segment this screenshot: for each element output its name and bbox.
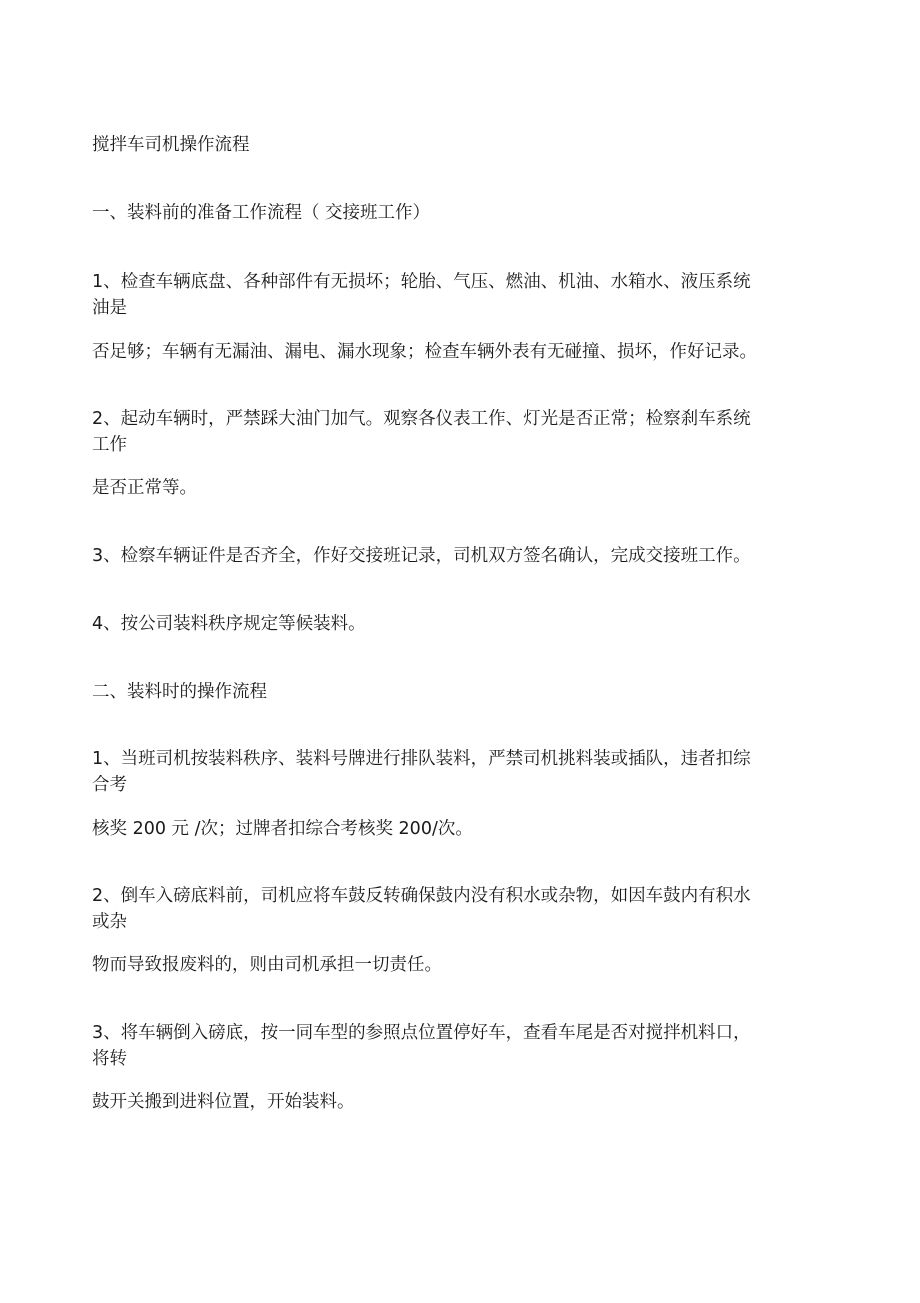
section-2-item-2-line-3: 物而导致报废料的，则由司机承担一切责任。	[92, 955, 442, 975]
section-2-item-1-line-1: 1、当班司机按装料秩序、装料号牌进行排队装料，严禁司机挑料装或插队，违者扣综	[92, 749, 751, 769]
section-1-item-2-line-3: 是否正常等。	[92, 478, 197, 498]
section-2-heading: 二、装料时的操作流程	[92, 682, 267, 702]
section-1-item-2-line-1: 2、起动车辆时，严禁踩大油门加气。观察各仪表工作、灯光是否正常；检察刹车系统	[92, 409, 751, 429]
section-2-item-3-line-2: 将转	[92, 1049, 127, 1069]
section-1-item-3: 3、检察车辆证件是否齐全，作好交接班记录，司机双方签名确认，完成交接班工作。	[92, 546, 751, 566]
section-2-item-2-line-1: 2、倒车入磅底料前，司机应将车鼓反转确保鼓内没有积水或杂物，如因车鼓内有积水	[92, 886, 751, 906]
section-1-item-1-line-2: 油是	[92, 298, 127, 318]
section-1-item-2-line-2: 工作	[92, 435, 127, 455]
section-2-item-1-line-2: 合考	[92, 775, 127, 795]
section-2-item-3-line-3: 鼓开关搬到进料位置，开始装料。	[92, 1092, 355, 1112]
section-2-item-1-line-3: 核奖 200 元 /次；过牌者扣综合考核奖 200/次。	[92, 819, 473, 839]
section-2-item-3-line-1: 3、将车辆倒入磅底，按一同车型的参照点位置停好车，查看车尾是否对搅拌机料口，	[92, 1023, 751, 1043]
section-1-heading: 一、装料前的准备工作流程（ 交接班工作）	[92, 203, 431, 223]
section-2-item-2-line-2: 或杂	[92, 912, 127, 932]
section-1-item-4: 4、按公司装料秩序规定等候装料。	[92, 614, 366, 634]
document-title: 搅拌车司机操作流程	[92, 135, 250, 155]
section-1-item-1-line-1: 1、检查车辆底盘、各种部件有无损坏；轮胎、气压、燃油、机油、水箱水、液压系统	[92, 272, 751, 292]
section-1-item-1-line-3: 否足够；车辆有无漏油、漏电、漏水现象；检查车辆外表有无碰撞、损坏，作好记录。	[92, 342, 757, 362]
